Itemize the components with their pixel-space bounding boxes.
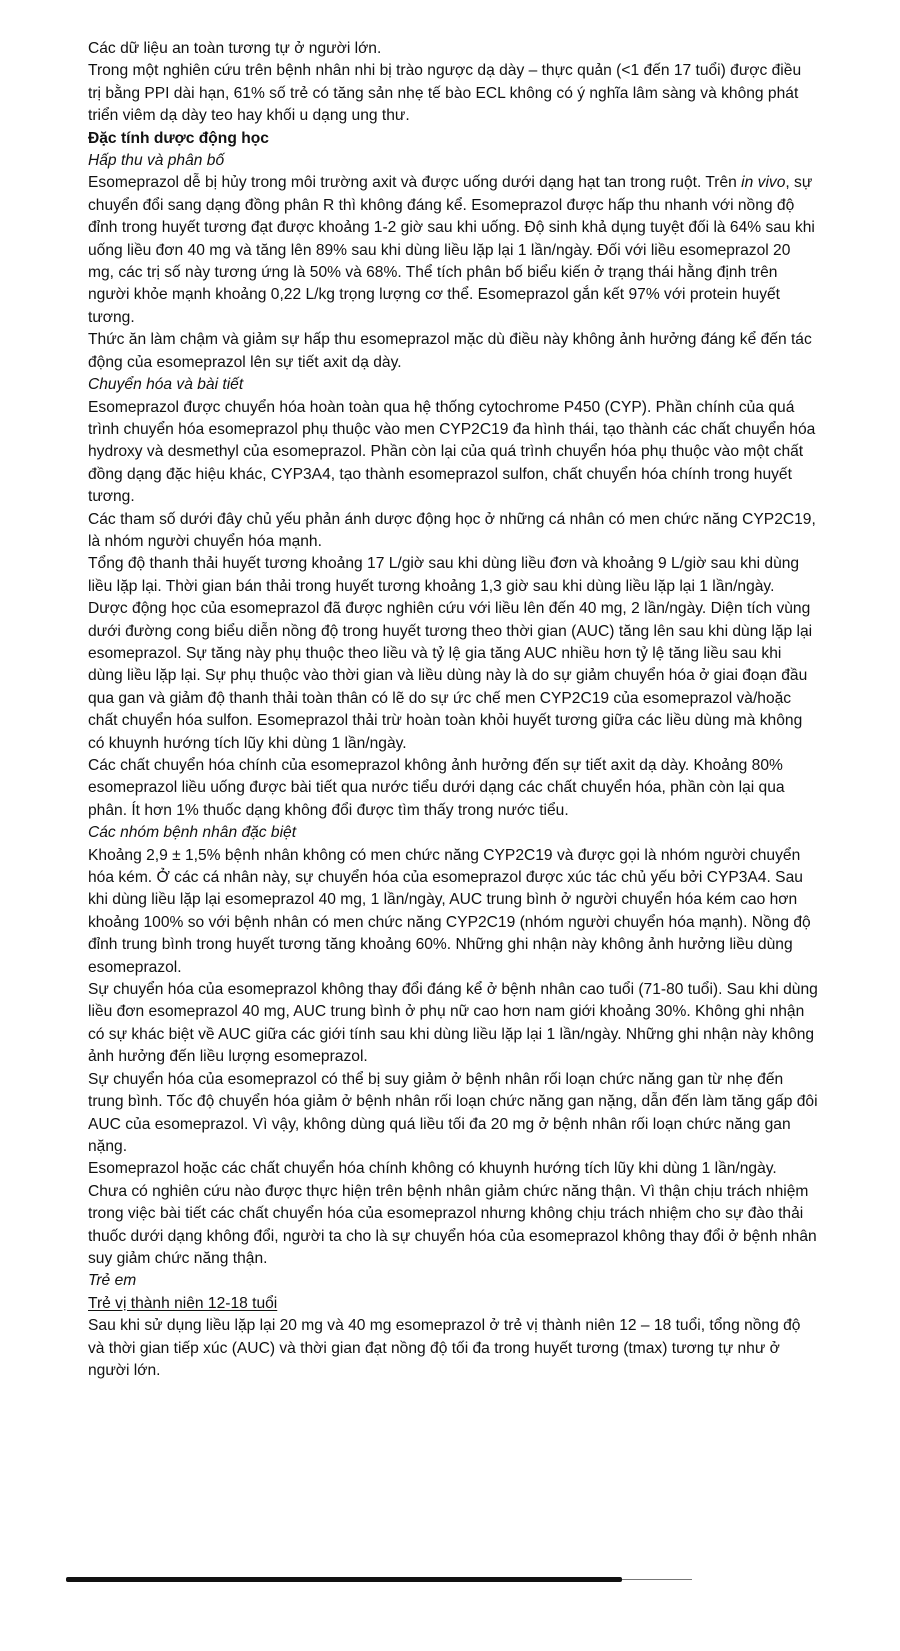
paragraph: Trong một nghiên cứu trên bệnh nhân nhi bị trào ngược dạ dày – thực quản (<1 đến 17 tuổi) được điều trị bằng PPI dài hạn, 61% số trẻ có tăng sản nhẹ tế bào ECL không có ý nghĩa lâm sàng và không phát triển viêm dạ dày teo hay khối u dạng ung thư. [88, 62, 802, 125]
emphasized-term: in vivo [741, 174, 786, 192]
paragraph-text-end: , sự chuyển đổi sang dạng đồng phân R thì không đáng kể. Esomeprazol được hấp thu nhanh với nồng độ đỉnh trong huyết tương đạt được khoảng 1-2 giờ sau khi uống. Độ sinh khả dụng tuyệt đối là 64% sau khi uống liều đơn 40 mg và tăng lên 89% sau khi dùng liều lặp lại 1 lần/ngày. Đối với liều esomeprazol 20 mg, các trị số này tương ứng là 50% và 68%. Thể tích phân bố biểu kiến ở trạng thái hằng định trên người khỏe mạnh khoảng 0,22 L/kg trọng lượng cơ thể. Esomeprazol gắn kết 97% với protein huyết tương. [88, 174, 815, 326]
paragraph: Chưa có nghiên cứu nào được thực hiện trên bệnh nhân giảm chức năng thận. Vì thận chịu trách nhiệm trong việc bài tiết các chất chuyển hóa của esomeprazol nhưng không chịu trách nhiệm cho sự đào thải thuốc dưới dạng không đổi, người ta cho là sự chuyển hóa của esomeprazol không thay đổi ở bệnh nhân suy giảm chức năng thận. [88, 1182, 817, 1267]
paragraph: Khoảng 2,9 ± 1,5% bệnh nhân không có men chức năng CYP2C19 và được gọi là nhóm người chuyển hóa kém. Ở các cá nhân này, sự chuyển hóa của esomeprazol được xúc tác chủ yếu bởi CYP3A4. Sau khi dùng liều lặp lại esomeprazol 40 mg, 1 lần/ngày, AUC trung bình ở người chuyển hóa kém cao hơn khoảng 100% so với bệnh nhân có men chức năng CYP2C19 (nhóm người chuyển hóa mạnh). Nồng độ đỉnh trung bình trong huyết tương tăng khoảng 60%. Những ghi nhận này không ảnh hưởng liều dùng esomeprazol. [88, 846, 811, 976]
paragraph: Các dữ liệu an toàn tương tự ở người lớn. [88, 40, 382, 57]
paragraph: Các tham số dưới đây chủ yếu phản ánh dược động học ở những cá nhân có men chức năng CYP2C19, là nhóm người chuyển hóa mạnh. [88, 510, 816, 550]
paragraph: Thức ăn làm chậm và giảm sự hấp thu esomeprazol mặc dù điều này không ảnh hưởng đáng kể đến tác động của esomeprazol lên sự tiết axit dạ dày. [88, 331, 812, 371]
subsection-heading: Chuyển hóa và bài tiết [88, 376, 244, 394]
paragraph: Esomeprazol được chuyển hóa hoàn toàn qua hệ thống cytochrome P450 (CYP). Phần chính của quá trình chuyển hóa esomeprazol phụ thuộc vào men CYP2C19 đa hình thái, tạo thành các chất chuyển hóa hydroxy và desmethyl của esomeprazol. Phần còn lại của quá trình chuyển hóa phụ thuộc vào một chất đồng dạng đặc hiệu khác, CYP3A4, tạo thành esomeprazol sulfon, chất chuyển hóa chính trong huyết tương. [88, 398, 816, 506]
subsection-heading: Trẻ em [88, 1272, 137, 1290]
subsection-heading-underlined: Trẻ vị thành niên 12-18 tuổi [88, 1294, 278, 1312]
page-bottom-rule-tail [622, 1579, 692, 1580]
subsection-heading: Hấp thu và phân bố [88, 152, 225, 170]
document-body [88, 38, 818, 1382]
subsection-heading: Các nhóm bệnh nhân đặc biệt [88, 824, 297, 842]
section-heading: Đặc tính dược động học [88, 129, 269, 147]
paragraph: Sau khi sử dụng liều lặp lại 20 mg và 40 mg esomeprazol ở trẻ vị thành niên 12 – 18 tuổi, tổng nồng độ và thời gian tiếp xúc (AUC) và thời gian đạt nồng độ tối đa trong huyết tương (tmax) tương tự như ở người lớn. [88, 1317, 801, 1379]
paragraph: Các chất chuyển hóa chính của esomeprazol không ảnh hưởng đến sự tiết axit dạ dày. Khoảng 80% esomeprazol liều uống được bài tiết qua nước tiểu dưới dạng các chất chuyển hóa, phần còn lại qua phân. Ít hơn 1% thuốc dạng không đổi được tìm thấy trong nước tiểu. [88, 757, 785, 819]
page-bottom-rule [66, 1577, 622, 1582]
paragraph: Sự chuyển hóa của esomeprazol có thể bị suy giảm ở bệnh nhân rối loạn chức năng gan từ nhẹ đến trung bình. Tốc độ chuyển hóa giảm ở bệnh nhân rối loạn chức năng gan nặng, dẫn đến làm tăng gấp đôi AUC của esomeprazol. Vì vậy, không dùng quá liều tối đa 20 mg ở bệnh nhân rối loạn chức năng gan nặng. [88, 1070, 818, 1155]
paragraph: Tổng độ thanh thải huyết tương khoảng 17 L/giờ sau khi dùng liều đơn và khoảng 9 L/giờ sau khi dùng liều lặp lại. Thời gian bán thải trong huyết tương khoảng 1,3 giờ sau khi dùng liều lặp lại 1 lần/ngày. Dược động học của esomeprazol đã được nghiên cứu với liều lên đến 40 mg, 2 lần/ngày. Diện tích vùng dưới đường cong biểu diễn nồng độ trong huyết tương theo thời gian (AUC) tăng lên sau khi dùng lặp lại esomeprazol. Sự tăng này phụ thuộc theo liều và tỷ lệ gia tăng AUC nhiều hơn tỷ lệ tăng liều sau khi dùng liều lặp lại. Sự phụ thuộc vào thời gian và liều dùng này là do sự giảm chuyển hóa ở giai đoạn đầu qua gan và giảm độ thanh thải toàn thân có lẽ do sự ức chế men CYP2C19 của esomeprazol và/hoặc chất chuyển hóa sulfon. Esomeprazol thải trừ hoàn toàn khỏi huyết tương giữa các liều dùng mà không có khuynh hướng tích lũy khi dùng 1 lần/ngày. [88, 555, 813, 752]
paragraph-text-start: Esomeprazol dễ bị hủy trong môi trường axit và được uống dưới dạng hạt tan trong ruột. Trên [88, 174, 742, 192]
paragraph: Esomeprazol hoặc các chất chuyển hóa chính không có khuynh hướng tích lũy khi dùng 1 lần/ngày. [88, 1160, 777, 1178]
paragraph: Sự chuyển hóa của esomeprazol không thay đổi đáng kể ở bệnh nhân cao tuổi (71-80 tuổi). Sau khi dùng liều đơn esomeprazol 40 mg, AUC trung bình ở phụ nữ cao hơn nam giới khoảng 30%. Không ghi nhận có sự khác biệt về AUC giữa các giới tính sau khi dùng liều lặp lại 1 lần/ngày. Những ghi nhận này không ảnh hưởng đến liều lượng esomeprazol. [88, 981, 818, 1066]
paragraph [88, 172, 818, 329]
